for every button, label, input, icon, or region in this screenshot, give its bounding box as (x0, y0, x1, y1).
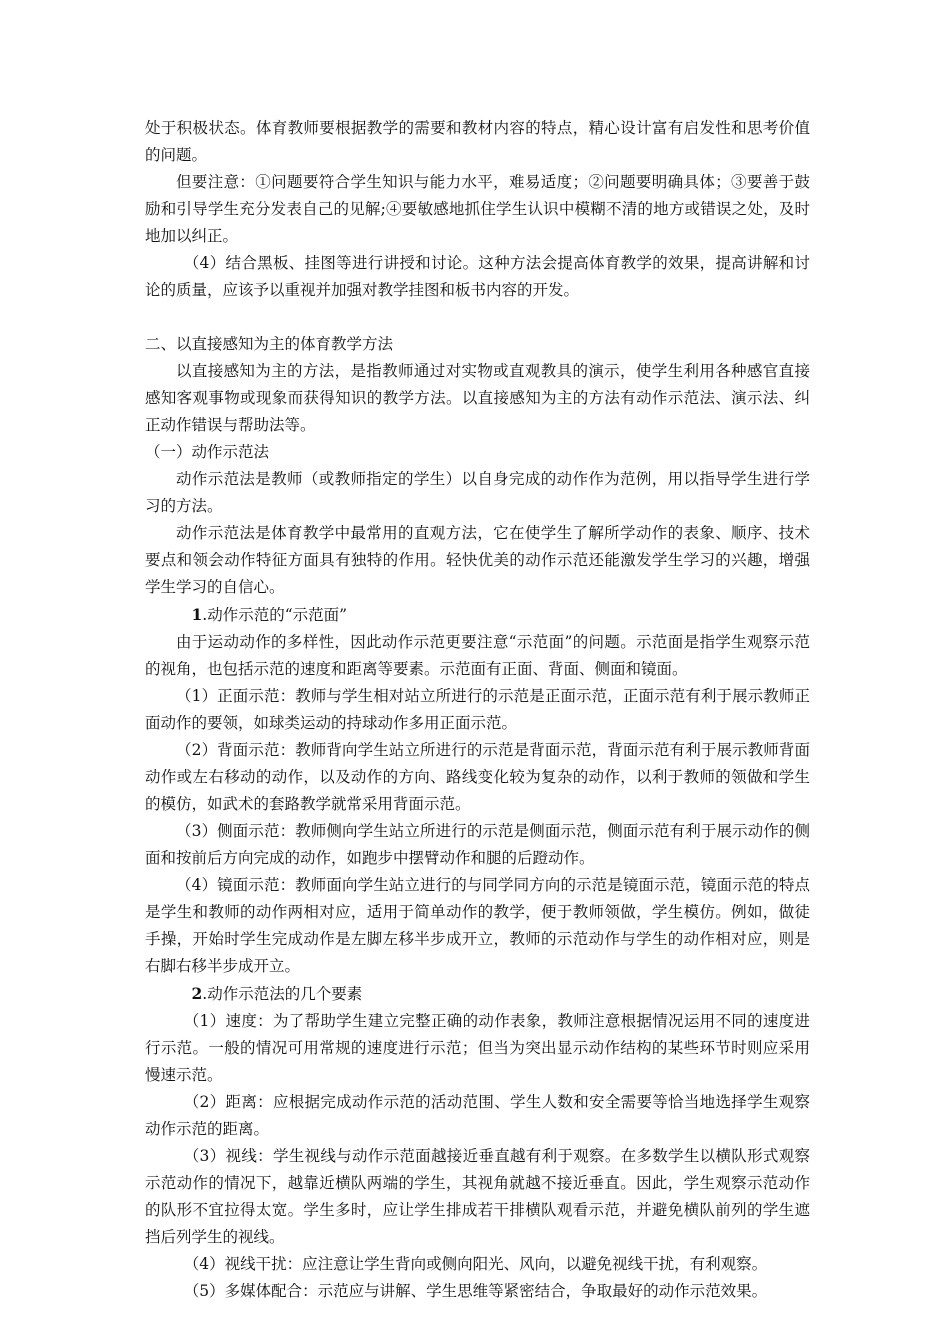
paragraph-intro: 以直接感知为主的方法，是指教师通过对实物或直观教具的演示，使学生利用各种感官直接感知客观事物或现象而获得知识的教学方法。以直接感知为主的方法有动作示范法、演示法、纠正动作错误与帮助法等。 (145, 362, 810, 434)
blank-line (145, 304, 810, 331)
paragraph-sightline: （3）视线：学生视线与动作示范面越接近垂直越有利于观察。在多数学生以横队形式观察示范动作的情况下，越靠近横队两端的学生，其视角就越不接近垂直。因此，学生观察示范动作的队形不宜拉得太宽。学生多时，应让学生排成若干排横队观看示范，并避免横队前列的学生遮挡后列学生的视线。 (145, 1147, 810, 1246)
paragraph-role: 动作示范法是体育教学中最常用的直观方法，它在使学生了解所学动作的表象、顺序、技术要点和领会动作特征方面具有独特的作用。轻快优美的动作示范还能激发学生学习的兴趣，增强学生学习的自信心。 (145, 524, 810, 596)
paragraph-side: （3）侧面示范：教师侧向学生站立所进行的示范是侧面示范，侧面示范有利于展示动作的侧面和按前后方向完成的动作，如跑步中摆臂动作和腿的后蹬动作。 (145, 822, 810, 867)
paragraph-multimedia: （5）多媒体配合：示范应与讲解、学生思维等紧密结合，争取最好的动作示范效果。 (183, 1282, 768, 1300)
paragraph-blackboard: （4）结合黑板、挂图等进行讲授和讨论。这种方法会提高体育教学的效果，提高讲解和讨论的质量，应该予以重视并加强对教学挂图和板书内容的开发。 (145, 254, 810, 299)
item-title: .动作示范法的几个要素 (202, 985, 363, 1003)
paragraph-back: （2）背面示范：教师背向学生站立所进行的示范是背面示范，背面示范有利于展示教师背面动作或左右移动的动作，以及动作的方向、路线变化较为复杂的动作，以利于教师的领做和学生的模仿，如武术的套路教学就常采用背面示范。 (145, 741, 810, 813)
item-number: 1 (191, 605, 203, 624)
paragraph-mirror: （4）镜面示范：教师面向学生站立进行的与同学同方向的示范是镜面示范，镜面示范的特点是学生和教师的动作两相对应，适用于简单动作的教学，便于教师领做，学生模仿。例如，做徒手操，开始时学生完成动作是左脚左移半步成开立，教师的示范动作与学生的动作相对应，则是右脚右移半步成开立。 (145, 876, 810, 975)
paragraph-continuation: 处于积极状态。体育教师要根据教学的需要和教材内容的特点，精心设计富有启发性和思考价值的问题。 (145, 119, 810, 164)
document-body (145, 115, 810, 1305)
paragraph-notes: 但要注意：①问题要符合学生知识与能力水平，难易适度；②问题要明确具体；③要善于鼓励和引导学生充分发表自己的见解;④要敏感地抓住学生认识中模糊不清的地方或错误之处，及时地加以纠正。 (145, 173, 810, 245)
item-heading-1 (145, 601, 810, 629)
paragraph-interference: （4）视线干扰：应注意让学生背向或侧向阳光、风向，以避免视线干扰，有利观察。 (183, 1255, 768, 1273)
paragraph-front: （1）正面示范：教师与学生相对站立所进行的示范是正面示范，正面示范有利于展示教师正面动作的要领，如球类运动的持球动作多用正面示范。 (145, 687, 810, 732)
paragraph-speed: （1）速度：为了帮助学生建立完整正确的动作表象，教师注意根据情况运用不同的速度进行示范。一般的情况可用常规的速度进行示范；但当为突出显示动作结构的某些环节时则应采用慢速示范。 (145, 1012, 810, 1084)
item-heading-2 (145, 980, 810, 1008)
paragraph-distance: （2）距离：应根据完成动作示范的活动范围、学生人数和安全需要等恰当地选择学生观察动作示范的距离。 (145, 1093, 810, 1138)
paragraph-demo-face: 由于运动动作的多样性，因此动作示范更要注意“示范面”的问题。示范面是指学生观察示范的视角，也包括示范的速度和距离等要素。示范面有正面、背面、侧面和镜面。 (145, 633, 810, 678)
item-title: .动作示范的“示范面” (202, 606, 348, 624)
subsection-heading: （一）动作示范法 (145, 443, 270, 461)
section-heading: 二、以直接感知为主的体育教学方法 (145, 335, 394, 353)
paragraph-definition: 动作示范法是教师（或教师指定的学生）以自身完成的动作作为范例，用以指导学生进行学习的方法。 (145, 470, 810, 515)
item-number: 2 (191, 984, 203, 1003)
